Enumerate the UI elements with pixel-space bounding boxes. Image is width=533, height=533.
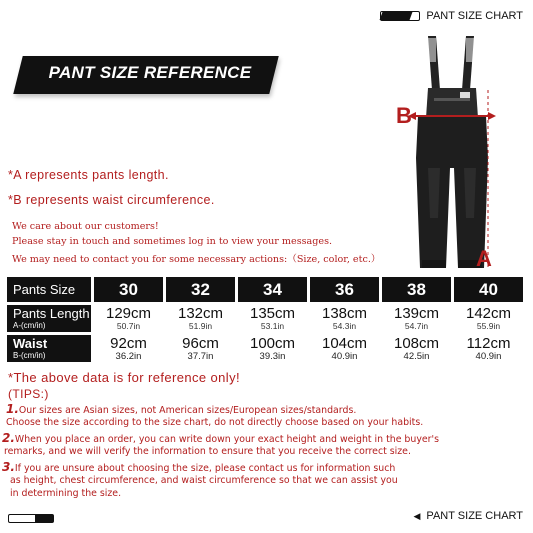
length-in: 50.7in	[116, 321, 141, 332]
waist-cell	[310, 335, 379, 362]
note-a: *A represents pants length.	[8, 168, 169, 182]
tip-number: 3.	[2, 460, 15, 474]
tip-line: in determining the size.	[10, 487, 122, 499]
tip-number: 2.	[2, 431, 15, 445]
header-bar-icon	[380, 11, 420, 21]
waist-cm: 100cm	[249, 334, 296, 352]
footer-bar-icon	[8, 514, 54, 523]
waist-cell	[238, 335, 307, 362]
label-a: A	[476, 246, 492, 271]
length-cell	[238, 305, 307, 332]
tip-line: remarks, and we will verify the information to ensure that you receive the correct size.	[4, 446, 411, 458]
waist-in: 39.3in	[259, 350, 286, 362]
size-cell: 36	[310, 277, 379, 302]
size-header-label	[7, 277, 91, 302]
tip-line: as height, chest circumference, and waist circumference so that we can assist you	[10, 475, 398, 487]
length-cm: 139cm	[393, 305, 440, 323]
size-table	[7, 277, 523, 365]
note-line-1: We care about our customers!	[12, 221, 159, 232]
waist-cell	[166, 335, 235, 362]
size-label-text: Pants Size	[13, 282, 76, 297]
size-cell: 40	[454, 277, 523, 302]
length-unit: A-(cm/in)	[13, 321, 46, 330]
page-title: PANT SIZE REFERENCE	[48, 63, 252, 82]
reference-note: *The above data is for reference only!	[8, 370, 240, 385]
length-in: 54.3in	[332, 321, 357, 332]
header-label: PANT SIZE CHART	[426, 10, 523, 22]
note-line-3: We may need to contact you for some necessary actions:（Size, color, etc.）	[12, 254, 381, 265]
note-line-2: Please stay in touch and sometimes log in to view your messages.	[12, 236, 333, 247]
tip-line: When you place an order, you can write down your exact height and weight in the buyer's	[14, 434, 439, 445]
length-in: 53.1in	[260, 321, 285, 332]
tip-number: 1.	[6, 402, 19, 416]
tip-2	[2, 432, 528, 459]
waist-label-cell	[7, 335, 91, 362]
waist-cell	[382, 335, 451, 362]
table-row-length	[7, 305, 523, 332]
waist-cm: 112cm	[466, 334, 511, 352]
waist-cell	[94, 335, 163, 362]
header-tag	[380, 10, 523, 22]
size-cell: 38	[382, 277, 451, 302]
table-header-row	[7, 277, 523, 302]
waist-in: 40.9in	[331, 350, 358, 362]
length-cm: 132cm	[177, 305, 224, 323]
label-b: B	[396, 103, 412, 128]
waist-in: 36.2in	[115, 350, 142, 362]
waist-cm: 96cm	[182, 334, 219, 352]
overalls-illustration	[388, 28, 528, 278]
length-cell	[166, 305, 235, 332]
tip-line: Choose the size according to the size chart, do not directly choose based on your habits.	[6, 417, 424, 429]
tip-line: Our sizes are Asian sizes, not American sizes/European sizes/standards.	[18, 405, 357, 416]
tips-title: (TIPS:)	[8, 387, 49, 401]
length-cell	[310, 305, 379, 332]
length-cm: 138cm	[321, 305, 368, 323]
size-cell: 34	[238, 277, 307, 302]
length-in: 54.7in	[404, 321, 429, 332]
waist-cm: 104cm	[321, 334, 368, 352]
length-cell	[94, 305, 163, 332]
waist-cm: 92cm	[110, 334, 147, 352]
waist-unit: B-(cm/in)	[13, 351, 46, 360]
waist-in: 37.7in	[187, 350, 214, 362]
length-cm: 142cm	[465, 305, 512, 323]
tip-3	[2, 461, 528, 500]
waist-label: Waist	[13, 336, 48, 351]
size-cell: 32	[166, 277, 235, 302]
length-in: 55.9in	[476, 321, 501, 332]
note-b: *B represents waist circumference.	[8, 193, 215, 207]
tip-1	[6, 403, 526, 430]
length-label-cell	[7, 305, 91, 332]
length-cm: 129cm	[105, 305, 152, 323]
waist-in: 42.5in	[403, 350, 430, 362]
length-cell	[454, 305, 523, 332]
footer-label: PANT SIZE CHART	[426, 510, 523, 522]
length-cm: 135cm	[249, 305, 296, 323]
waist-cell	[454, 335, 523, 362]
length-in: 51.9in	[188, 321, 213, 332]
tip-line: If you are unsure about choosing the size, please contact us for information such	[14, 463, 396, 474]
size-cell: 30	[94, 277, 163, 302]
footer-tag	[414, 510, 524, 522]
table-row-waist	[7, 335, 523, 362]
length-label: Pants Length	[13, 306, 90, 321]
length-cell	[382, 305, 451, 332]
caret-left-icon: ◀	[413, 510, 421, 521]
waist-cm: 108cm	[393, 334, 440, 352]
waist-in: 40.9in	[475, 350, 502, 362]
